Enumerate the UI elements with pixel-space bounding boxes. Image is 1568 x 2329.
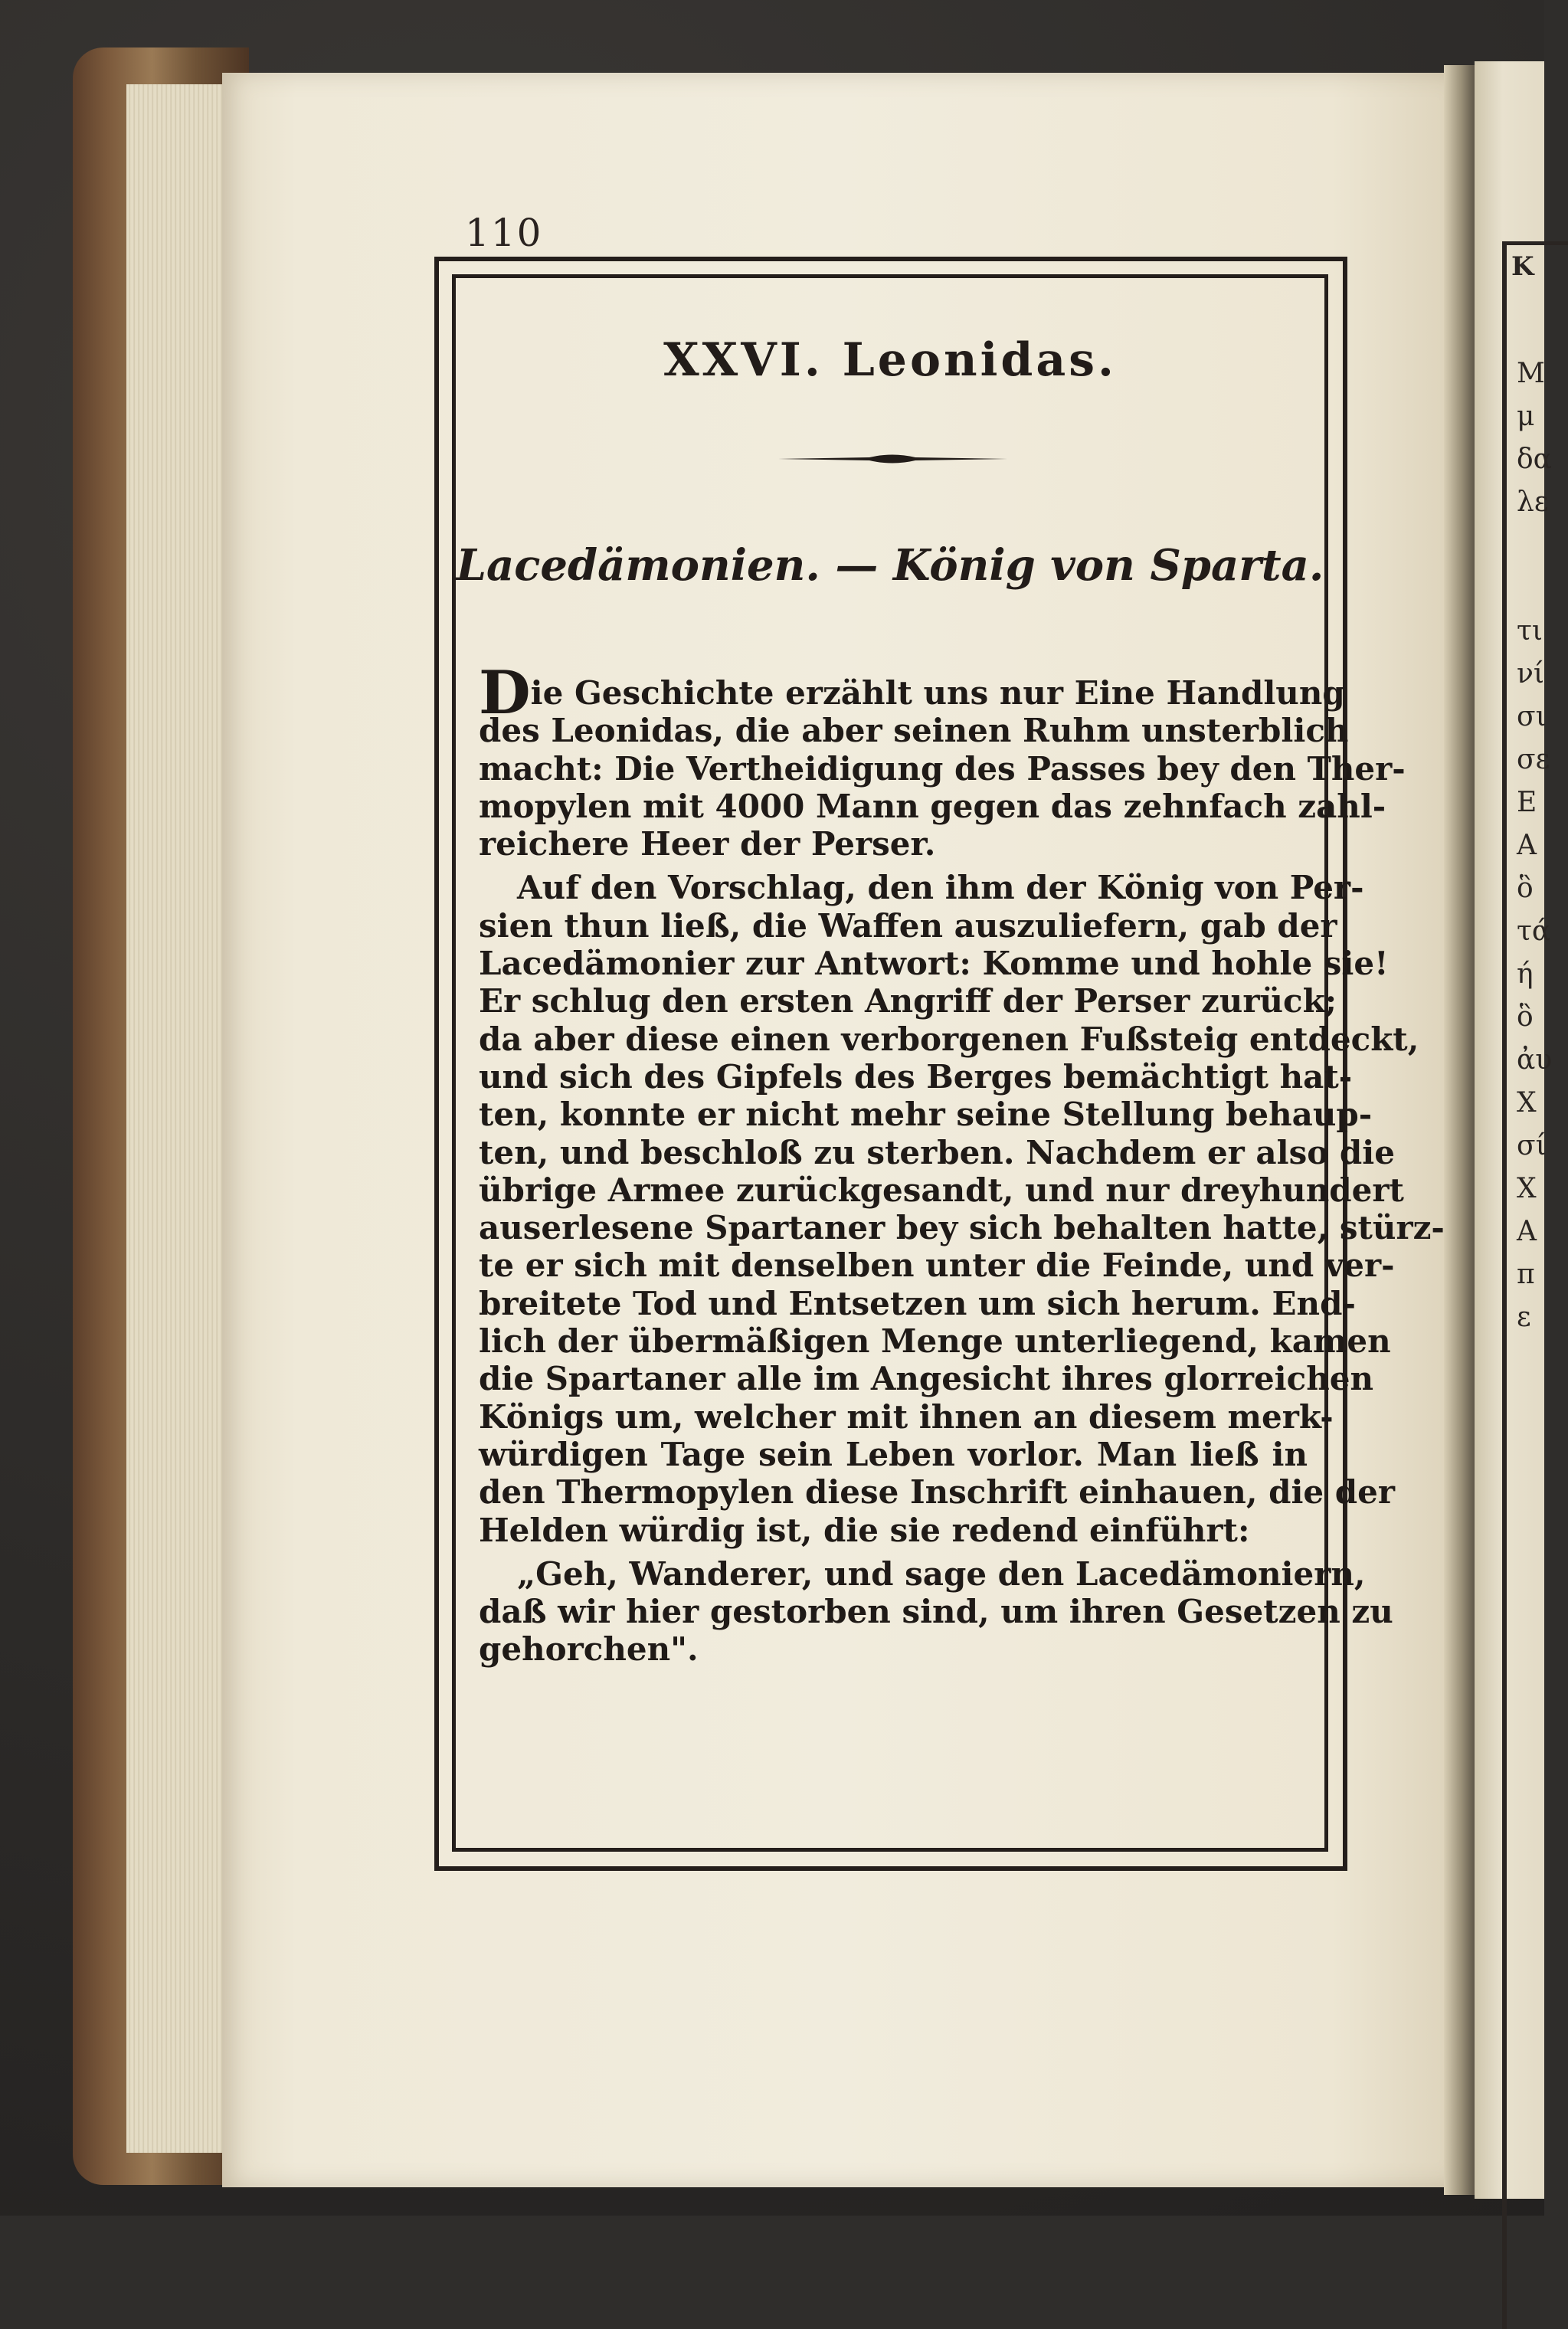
margin-glyph: M: [1517, 358, 1545, 389]
text-line-content: mopylen mit 4000 Mann gegen das zehnfach zahl-: [479, 787, 1386, 825]
text-line: [479, 1171, 1404, 1209]
text-line-content: die Spartaner alle im Angesicht ihres glorreichen: [479, 1360, 1374, 1398]
page-number: 110: [465, 211, 543, 255]
text-line-content: des Leonidas, die aber seinen Ruhm unsterblich: [479, 712, 1349, 750]
margin-glyph: Χ: [1517, 1173, 1537, 1204]
margin-glyph: ἀυ: [1517, 1044, 1553, 1076]
text-line-content: da aber diese einen verborgenen Fußsteig entdeckt,: [479, 1020, 1419, 1058]
margin-glyph: σε: [1517, 744, 1550, 775]
margin-glyph: Ε: [1517, 787, 1537, 818]
margin-glyph: τι: [1517, 615, 1543, 647]
paragraph: [479, 1554, 1393, 1669]
text-line-content: den Thermopylen diese Inschrift einhauen, die der: [479, 1473, 1395, 1512]
text-line-content: übrige Armee zurückgesandt, und nur dreyhundert: [479, 1171, 1404, 1209]
margin-glyph: σι: [1517, 701, 1547, 732]
text-line-content: lich der übermäßigen Menge unterliegend, kamen: [479, 1322, 1391, 1361]
page-stack-edge: [126, 84, 230, 2153]
margin-glyph: νί: [1517, 658, 1544, 690]
chapter-title: XXVI. Leonidas.: [663, 333, 1117, 387]
margin-glyph: Α: [1517, 1216, 1537, 1247]
margin-glyph: δα: [1517, 444, 1552, 475]
right-page-fragment: [1475, 61, 1553, 2199]
text-line: [479, 1133, 1395, 1171]
text-line-content: breitete Tod und Entsetzen um sich herum. End-: [479, 1284, 1356, 1322]
text-line: [479, 1284, 1356, 1322]
text-line: [479, 1322, 1391, 1361]
text-line: [479, 906, 1337, 945]
text-line: [479, 1246, 1395, 1285]
margin-glyph: ὃ: [1517, 1001, 1534, 1033]
text-line: [479, 658, 1345, 728]
margin-glyph: λε: [1517, 486, 1549, 518]
text-line-content: Königs um, welcher mit ihnen an diesem merk-: [479, 1397, 1334, 1436]
text-line: [479, 1512, 1308, 1549]
text-line-content: ten, konnte er nicht mehr seine Stellung behaup-: [479, 1096, 1373, 1134]
drop-cap: D: [479, 658, 531, 728]
text-line-content: reichere Heer der Perser.: [479, 825, 936, 863]
text-line-content: gehorchen".: [479, 1630, 699, 1669]
text-line: [479, 1436, 1308, 1473]
body-text: [479, 658, 1445, 1669]
text-line: [479, 945, 1389, 983]
text-line: [479, 982, 1337, 1020]
text-line: [479, 869, 1364, 907]
text-line-content: daß wir hier gestorben sind, um ihren Gesetzen zu: [479, 1593, 1393, 1631]
text-line-content: auserlesene Spartaner bey sich behalten hatte, stürz-: [479, 1209, 1445, 1247]
margin-glyph: ε: [1517, 1302, 1531, 1333]
text-line: [479, 712, 1349, 750]
text-line: [479, 1593, 1393, 1631]
text-line-content: würdigen Tage sein Leben vorlor. Man ließ in: [479, 1435, 1308, 1473]
text-line-content: ten, und beschloß zu sterben. Nachdem er also die: [479, 1133, 1395, 1171]
text-line-content: „Geh, Wanderer, und sage den Lacedämoniern,: [517, 1554, 1366, 1593]
text-line-content: sien thun ließ, die Waffen auszuliefern, gab der: [479, 906, 1337, 945]
margin-glyph: Χ: [1517, 1087, 1537, 1119]
text-line: [479, 1473, 1395, 1512]
text-line-content: te er sich mit denselben unter die Feinde, und ver-: [479, 1246, 1395, 1285]
paragraph: [479, 658, 1406, 863]
text-line: [479, 1057, 1353, 1096]
text-line: [479, 749, 1406, 788]
margin-glyph: π: [1517, 1259, 1535, 1290]
margin-glyph: τά: [1517, 916, 1551, 947]
paragraph: [479, 869, 1445, 1549]
book-gutter: [1444, 65, 1475, 2195]
margin-glyph: [1517, 524, 1552, 567]
text-line-content: ie Geschichte erzählt uns nur Eine Handlung: [530, 674, 1345, 712]
text-line: [479, 1020, 1419, 1058]
text-line: [479, 1209, 1445, 1247]
text-line: [479, 1630, 1308, 1668]
text-line: [479, 1397, 1334, 1436]
margin-glyph: ή: [1517, 958, 1534, 990]
right-page-header-fragment: Κ: [1511, 251, 1534, 282]
text-line: [479, 825, 1308, 863]
text-line: [479, 1360, 1374, 1398]
margin-glyph: σί: [1517, 1130, 1547, 1161]
text-line-content: und sich des Gipfels des Berges bemächtigt hat-: [479, 1057, 1353, 1096]
text-line: [479, 1554, 1366, 1593]
text-line: [479, 787, 1386, 825]
ornament-divider-icon: [777, 452, 1007, 466]
text-line-content: Lacedämonier zur Antwort: Komme und hohle sie!: [479, 945, 1389, 983]
text-line: [479, 1096, 1373, 1134]
margin-glyph: [1517, 567, 1552, 610]
margin-glyph: Α: [1517, 830, 1537, 861]
text-line-content: macht: Die Vertheidigung des Passes bey den Ther-: [479, 749, 1406, 788]
margin-glyph: μ: [1517, 401, 1535, 432]
text-line-content: Auf den Vorschlag, den ihm der König von Per-: [517, 869, 1364, 907]
text-line-content: Er schlug den ersten Angriff der Perser zurück;: [479, 982, 1337, 1020]
margin-glyph: ὃ: [1517, 873, 1534, 904]
right-page-margin-text: [1517, 352, 1552, 1339]
chapter-subtitle: Lacedämonien. — König von Sparta.: [456, 540, 1324, 591]
text-line-content: Helden würdig ist, die sie redend einführt:: [479, 1511, 1250, 1549]
